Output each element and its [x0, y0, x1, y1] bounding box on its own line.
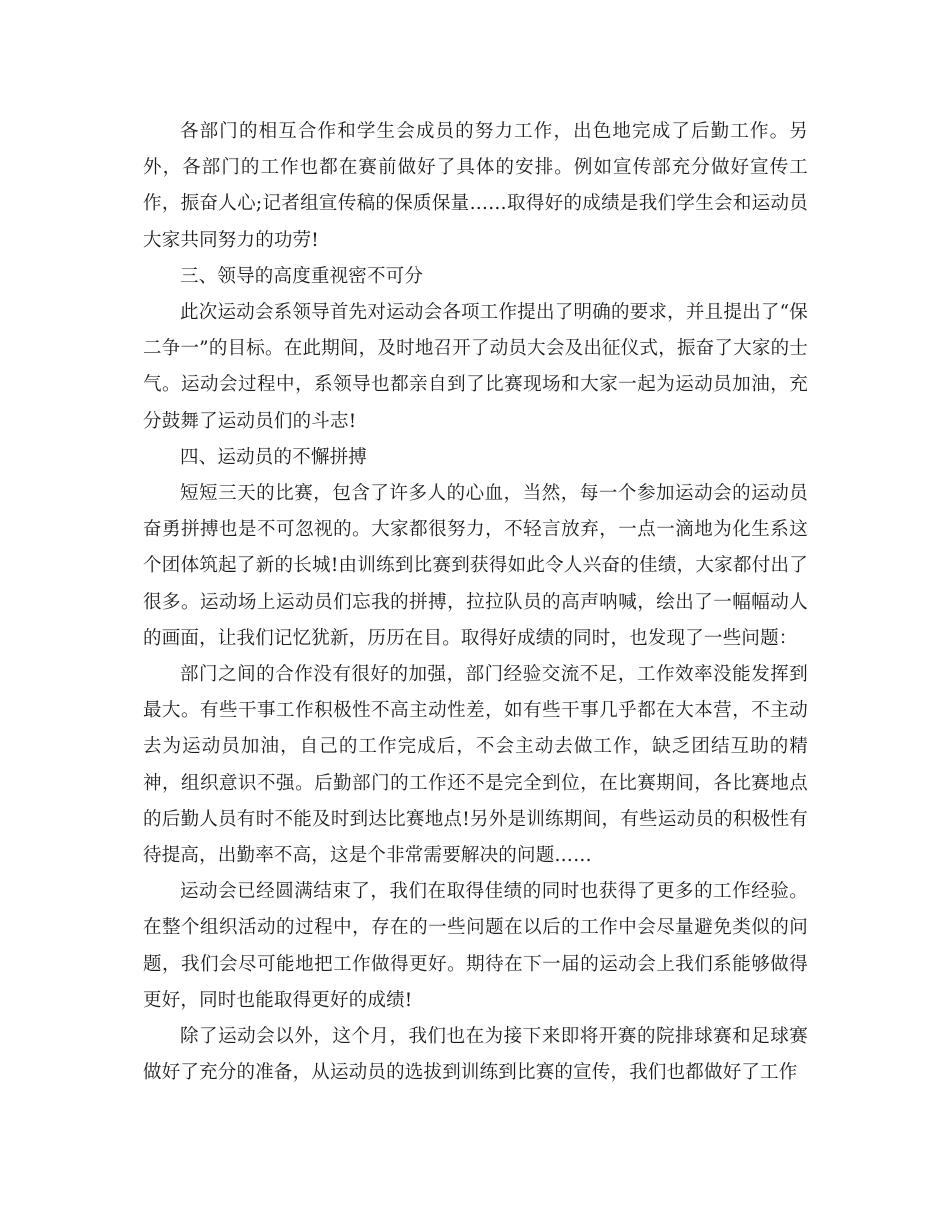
section-heading-athletes: 四、运动员的不懈拼搏: [180, 446, 368, 468]
paragraph-upcoming-games: 除了运动会以外，这个月，我们也在为接下来即将开赛的院排球赛和足球赛做好了充分的准备，从运动员的选拔到训练到比赛的宣传，我们也都做好了工作: [143, 1026, 808, 1084]
section-heading-leadership: 三、领导的高度重视密不可分: [180, 265, 424, 287]
paragraph-conclusion: 运动会已经圆满结束了，我们在取得佳绩的同时也获得了更多的工作经验。在整个组织活动的过程中，存在的一些问题在以后的工作中会尽量避免类似的问题，我们会尽可能地把工作做得更好。期待在下一届的运动会上我们系能够做得更好，同时也能取得更好的成绩!: [143, 881, 808, 1011]
paragraph-leadership: 此次运动会系领导首先对运动会各项工作提出了明确的要求，并且提出了“保二争一”的目标。在此期间，及时地召开了动员大会及出征仪式，振奋了大家的士气。运动会过程中，系领导也都亲自到了比赛现场和大家一起为运动员加油，充分鼓舞了运动员们的斗志!: [143, 302, 808, 432]
paragraph-athletes: 短短三天的比赛，包含了许多人的心血，当然，每一个参加运动会的运动员奋勇拼搏也是不可忽视的。大家都很努力，不轻言放弃，一点一滴地为化生系这个团体筑起了新的长城!由训练到比赛到获得如此令人兴奋的佳绩，大家都付出了很多。运动场上运动员们忘我的拼搏，拉拉队员的高声呐喊，绘出了一幅幅动人的画面，让我们记忆犹新，历历在目。取得好成绩的同时，也发现了一些问题：: [143, 483, 808, 649]
paragraph-problems: 部门之间的合作没有很好的加强，部门经验交流不足，工作效率没能发挥到最大。有些干事工作积极性不高主动性差，如有些干事几乎都在大本营，不主动去为运动员加油，自己的工作完成后，不会主动去做工作，缺乏团结互助的精神，组织意识不强。后勤部门的工作还不是完全到位，在比赛期间，各比赛地点的后勤人员有时不能及时到达比赛地点!另外是训练期间，有些运动员的积极性有待提高，出勤率不高，这是个非常需要解决的问题……: [143, 664, 808, 867]
paragraph-logistics: 各部门的相互合作和学生会成员的努力工作，出色地完成了后勤工作。另外，各部门的工作也都在赛前做好了具体的安排。例如宣传部充分做好宣传工作，振奋人心;记者组宣传稿的保质保量……取得好的成绩是我们学生会和运动员大家共同努力的功劳!: [143, 121, 808, 251]
document-body: [143, 114, 808, 1091]
